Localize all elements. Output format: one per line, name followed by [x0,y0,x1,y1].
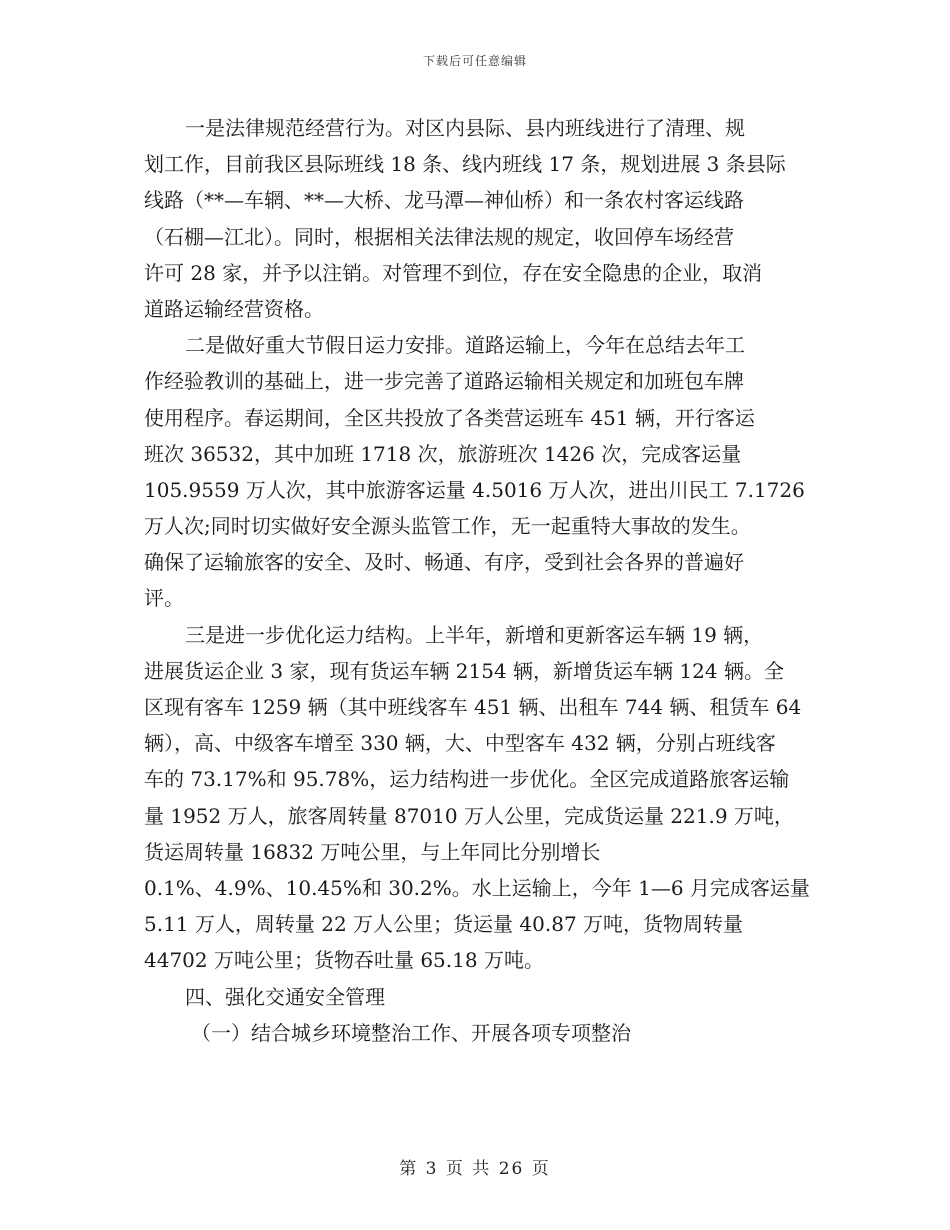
paragraph-line: 二是做好重大节假日运力安排。道路运输上，今年在总结去年工 [185,333,745,358]
section-heading: 四、强化交通安全管理 [185,984,385,1009]
paragraph-line: 评。 [144,586,184,611]
paragraph-line: 货运周转量 16832 万吨公里，与上年同比分别增长 [144,839,601,864]
paragraph-line: 使用程序。春运期间，全区共投放了各类营运班车 451 辆，开行客运 [144,405,755,430]
paragraph-line: 0.1%、4.9%、10.45%和 30.2%。水上运输上，今年 1—6 月完成客运量 [144,875,810,900]
paragraph-line: 车的 73.17%和 95.78%，运力结构进一步优化。全区完成道路旅客运输 [144,767,790,792]
paragraph-line: 105.9559 万人次，其中旅游客运量 4.5016 万人次，进出川民工 7.1726 [144,477,805,502]
paragraph-line: 三是进一步优化运力结构。上半年，新增和更新客运车辆 19 辆， [185,622,764,647]
paragraph-line: 5.11 万人，周转量 22 万人公里；货运量 40.87 万吨，货物周转量 [144,912,744,937]
paragraph-line: 进展货运企业 3 家，现有货运车辆 2154 辆，新增货运车辆 124 辆。全 [144,658,784,683]
paragraph-line: （石棚—江北）。同时，根据相关法律法规的规定，收回停车场经营 [144,224,734,249]
paragraph-line: 许可 28 家，并予以注销。对管理不到位，存在安全隐患的企业，取消 [144,260,763,285]
paragraph-line: 万人次;同时切实做好安全源头监管工作，无一起重特大事故的发生。 [144,514,751,539]
paragraph-line: 44702 万吨公里；货物吞吐量 65.18 万吨。 [144,948,544,973]
paragraph-line: 确保了运输旅客的安全、及时、畅通、有序，受到社会各界的普遍好 [144,550,744,575]
paragraph-line: 作经验教训的基础上，进一步完善了道路运输相关规定和加班包车牌 [144,369,744,394]
page-header: 下载后可任意编辑 [422,54,527,68]
paragraph-line: 划工作，目前我区县际班线 18 条、线内班线 17 条，规划进展 3 条县际 [144,152,786,177]
paragraph-line: 辆），高、中级客车增至 330 辆，大、中型客车 432 辆，分别占班线客 [144,731,776,756]
page-number: 第 3 页 共 26 页 [399,1159,551,1179]
subsection-heading: （一）结合城乡环境整治工作、开展各项专项整治 [191,1020,631,1045]
paragraph-line: 线路（**—车辋、**—大桥、龙马潭—神仙桥）和一条农村客运线路 [144,188,744,213]
document-body [144,110,824,1051]
paragraph-line: 道路运输经营资格。 [144,296,324,321]
paragraph-line: 一是法律规范经营行为。对区内县际、县内班线进行了清理、规 [185,116,745,140]
paragraph-line: 区现有客车 1259 辆（其中班线客车 451 辆、出租车 744 辆、租赁车 64 [144,695,802,719]
paragraph-line: 量 1952 万人，旅客周转量 87010 万人公里，完成货运量 221.9 万吨， [144,803,794,828]
paragraph-line: 班次 36532，其中加班 1718 次，旅游班次 1426 次，完成客运量 [144,441,742,466]
